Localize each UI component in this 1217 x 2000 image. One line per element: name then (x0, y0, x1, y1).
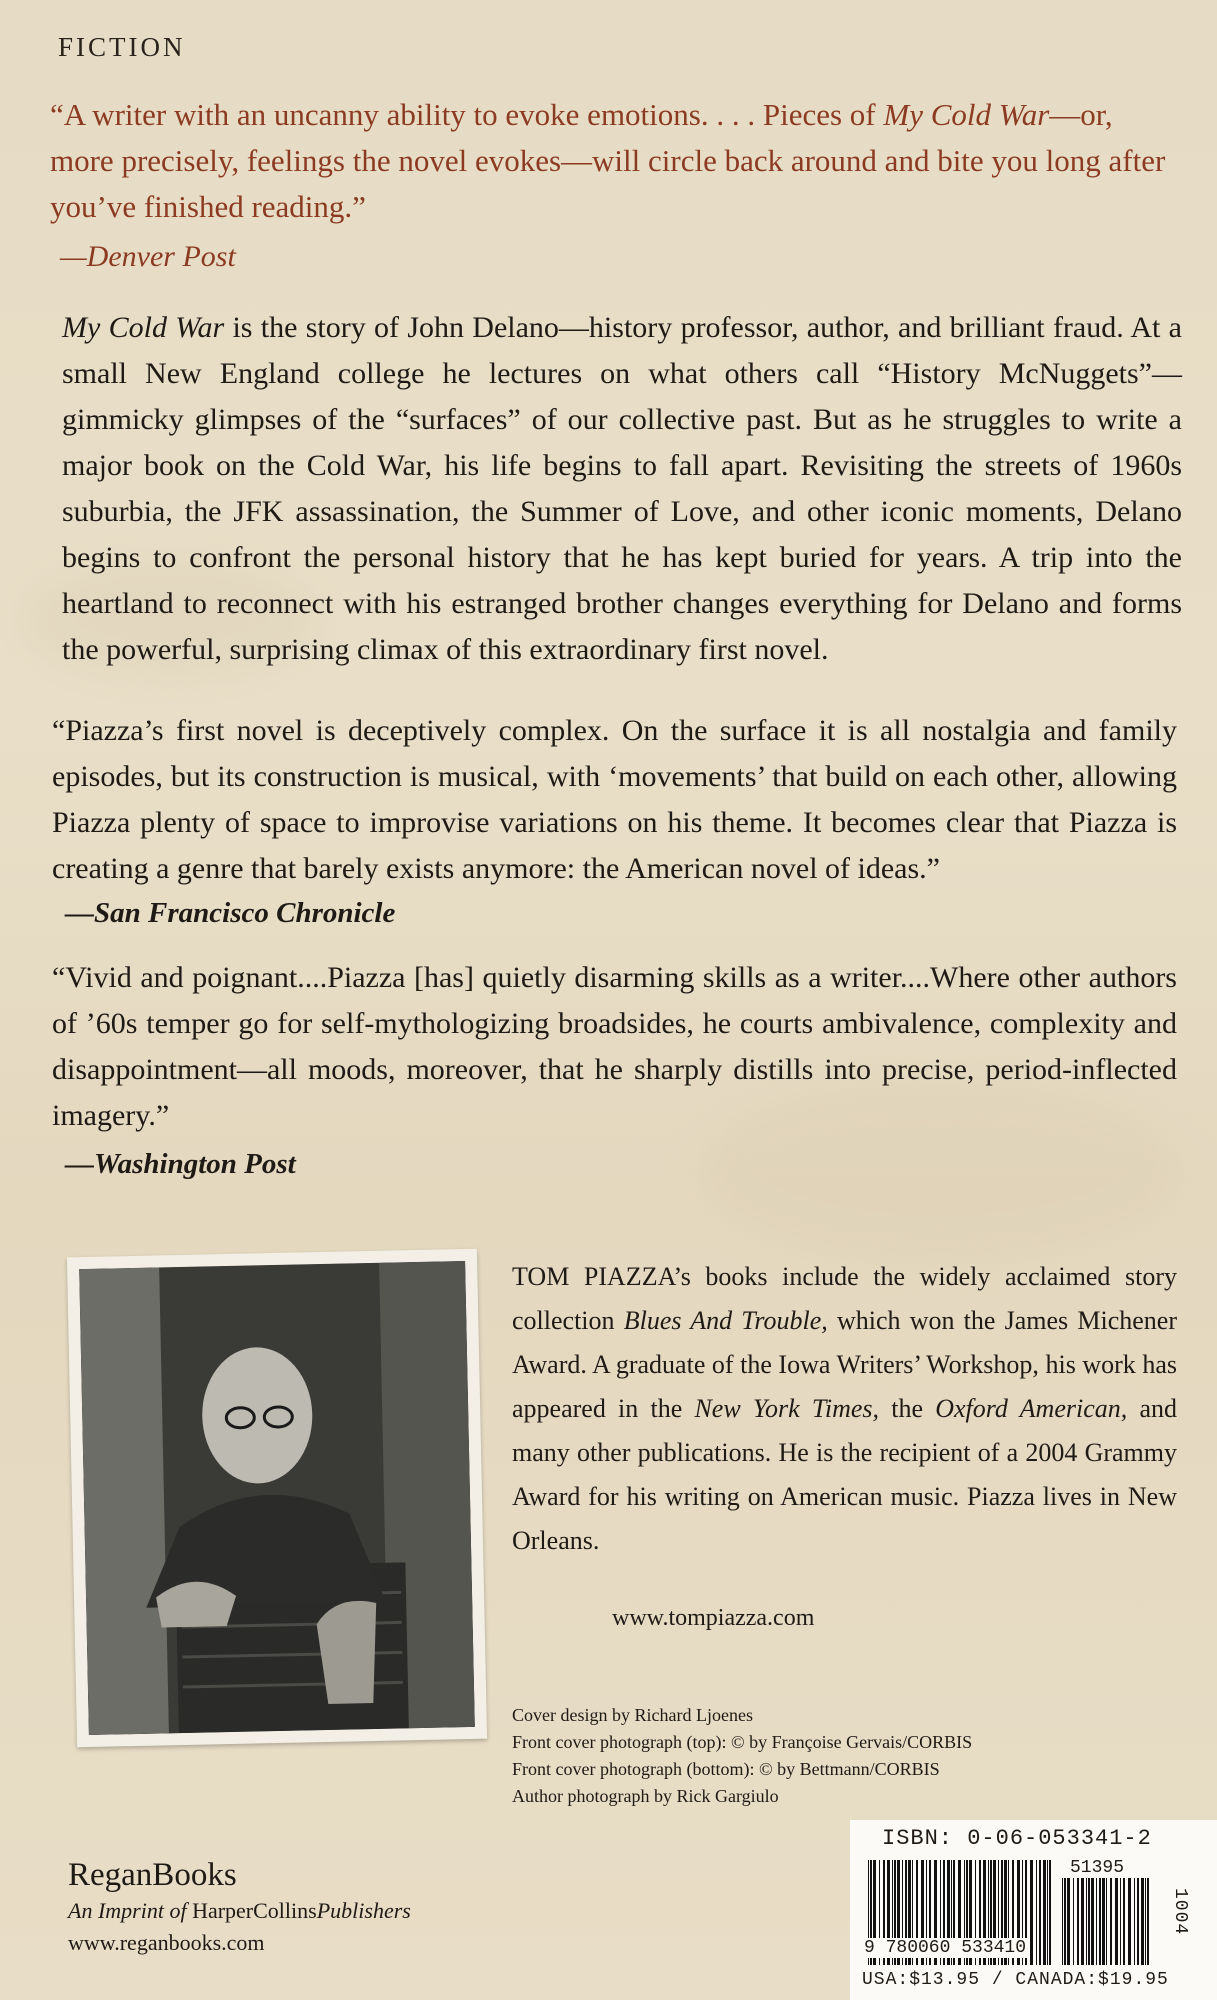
credit-line: Front cover photograph (top): © by Françoise Gervais/CORBIS (512, 1732, 973, 1752)
description-text: is the story of John Delano—history professor, author, and brilliant fraud. At a small New England college he lectures on what others call “History McNuggets”—gimmicky glimpses of the “surfaces” of our collective past. But as he struggles to write a major book on the Cold War, his life begins to fall apart. Revisiting the streets of 1960s suburbia, the JFK assassination, the Summer of Love, and other iconic moments, Delano begins to confront the personal history that he has kept buried for years. A trip into the heartland to reconnect with his estranged brother changes everything for Delano and forms the powerful, surprising climax of this extraordinary first novel. (62, 311, 1183, 666)
isbn-barcode-label (850, 1820, 1217, 2000)
quote-attribution: —Washington Post (65, 1148, 296, 1180)
denver-post-quote (50, 92, 1180, 230)
imprint-prefix: An Imprint of (68, 1898, 193, 1923)
imprint-house: HarperCollins (192, 1898, 317, 1923)
barcode-bar (1049, 1860, 1051, 1965)
barcode-bar (1091, 1878, 1094, 1965)
author-portrait-illustration (79, 1261, 475, 1735)
barcode-bar (1030, 1860, 1033, 1965)
bio-text: which won the James Michener Award. A graduate of the Iowa Writers’ Workshop, his work has appeared in the (512, 1306, 1177, 1423)
barcode-bar (1096, 1878, 1097, 1965)
barcode-bar (1128, 1878, 1131, 1965)
quote-text: —or, more precisely, feelings the novel evokes—will circle back around and bite you long after you’ve finished reading.” (50, 97, 1166, 224)
barcode-bar (1110, 1878, 1112, 1965)
barcode-bar (1099, 1878, 1101, 1965)
barcode-bar (1120, 1878, 1121, 1965)
barcode-bar (1073, 1878, 1074, 1965)
washington-post-quote: “Vivid and poignant....Piazza [has] quietly disarming skills as a writer....Where other authors of ’60s temper go for self-mythologizing broadsides, he courts ambivalence, complexity and disappointment—all moods, moreover, that he sharply distills into precise, period-inflected imagery.” (52, 961, 1177, 1132)
barcode-bar (1134, 1878, 1135, 1965)
barcode-bar (1043, 1860, 1046, 1965)
publisher-imprint (68, 1895, 411, 1927)
barcode-bar (1062, 1878, 1063, 1965)
book-description (62, 305, 1182, 673)
credit-line: Cover design by Richard Ljoenes (512, 1705, 753, 1725)
book-title: Blues And Trouble, (623, 1306, 828, 1335)
ean-digits: 9 780060 533410 (860, 1938, 1030, 1958)
vertical-code: 1004 (1170, 1888, 1190, 1936)
publisher-name: ReganBooks (68, 1857, 237, 1893)
cover-credits (512, 1702, 972, 1810)
addon-digits: 51395 (1070, 1858, 1125, 1878)
bio-text: the (879, 1394, 936, 1423)
bio-text: TOM PIAZZA’s books include the widely acclaimed story collection (512, 1262, 1177, 1335)
barcode-bar (1147, 1878, 1149, 1965)
barcode-bar (1123, 1878, 1125, 1965)
barcode-bar (1088, 1878, 1090, 1965)
barcode-bar (1036, 1860, 1037, 1965)
barcode-bar (1115, 1878, 1118, 1965)
bio-text: and many other publications. He is the recipient of a 2004 Grammy Award for his writing on American music. Piazza lives in New Orleans. (512, 1394, 1178, 1555)
price-addon-barcode (1060, 1878, 1150, 1965)
author-photograph (79, 1261, 475, 1735)
quote-text: “A writer with an uncanny ability to evoke emotions. . . . Pieces of (50, 97, 884, 132)
barcode-bar (1047, 1860, 1048, 1965)
price-line: USA:$13.95 / CANADA:$19.95 (862, 1970, 1169, 1990)
book-title: My Cold War (62, 311, 225, 344)
barcode-bar (1039, 1860, 1041, 1965)
credit-line: Author photograph by Rick Gargiulo (512, 1786, 779, 1806)
barcode-bar (1081, 1878, 1084, 1965)
author-website: www.tompiazza.com (612, 1605, 815, 1631)
publisher-block (68, 1855, 411, 1959)
san-francisco-chronicle-quote: “Piazza’s first novel is deceptively complex. On the surface it is all nostalgia and family episodes, but its construction is musical, with ‘movements’ that build on each other, allowing Piazza plenty of space to improvise variations on his theme. It becomes clear that Piazza is creating a genre that barely exists anymore: the American novel of ideas.” (52, 714, 1177, 885)
quote-attribution: —San Francisco Chronicle (65, 897, 396, 929)
publication-name: Oxford American, (935, 1394, 1128, 1423)
barcode-bar (1141, 1878, 1144, 1965)
barcode-bar (1145, 1878, 1146, 1965)
barcode-bar (1086, 1878, 1087, 1965)
author-photo (67, 1249, 487, 1747)
imprint-suffix: Publishers (316, 1898, 411, 1923)
book-title: My Cold War (883, 97, 1050, 132)
barcode-bar (1064, 1878, 1066, 1965)
isbn-number: ISBN: 0-06-053341-2 (882, 1826, 1152, 1851)
barcode-bar (1067, 1878, 1070, 1965)
barcode-bar (1077, 1878, 1079, 1965)
author-bio (512, 1255, 1177, 1563)
barcode-bar (1102, 1878, 1105, 1965)
quote-attribution: —Denver Post (60, 240, 236, 273)
section-label: FICTION (58, 32, 186, 62)
publisher-url: www.reganbooks.com (68, 1930, 265, 1955)
credit-line: Front cover photograph (bottom): © by Bettmann/CORBIS (512, 1759, 940, 1779)
barcode-bar (1137, 1878, 1139, 1965)
publication-name: New York Times, (694, 1394, 880, 1423)
barcode-bar (1106, 1878, 1107, 1965)
